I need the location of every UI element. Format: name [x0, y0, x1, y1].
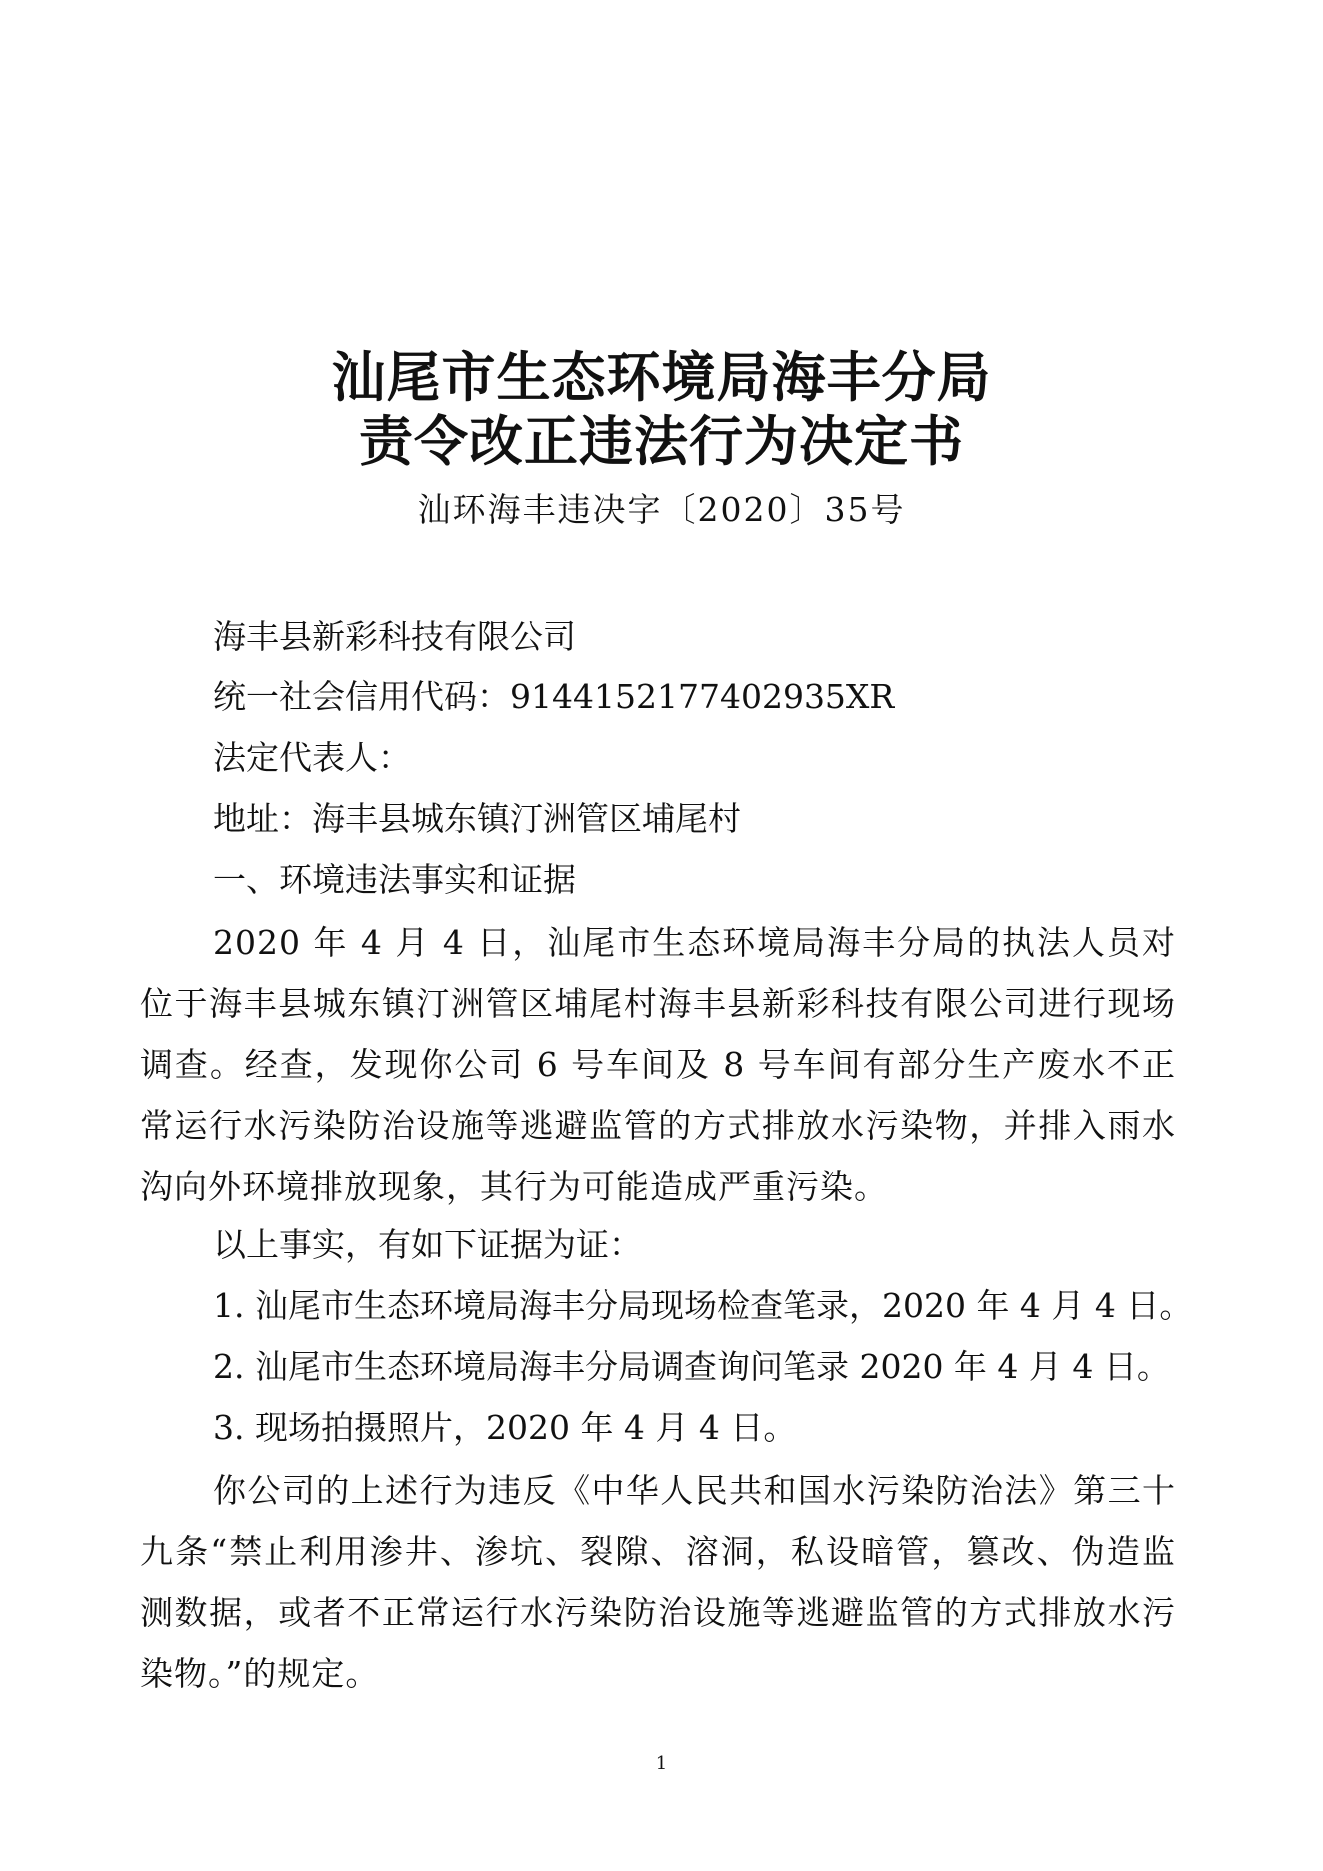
- document-number: 汕环海丰违决字〔2020〕35号: [417, 490, 906, 529]
- credit-code: 统一社会信用代码：9144152177402935XR: [213, 677, 895, 716]
- evidence-item: 1. 汕尾市生态环境局海丰分局现场检查笔录，2020 年 4 月 4 日。: [213, 1286, 1193, 1325]
- evidence-item: 3. 现场拍摄照片，2020 年 4 月 4 日。: [213, 1408, 797, 1447]
- company-address: 地址：海丰县城东镇汀洲管区埔尾村: [213, 799, 741, 838]
- page-number: 1: [655, 1753, 668, 1774]
- evidence-intro: 以上事实，有如下证据为证：: [213, 1225, 642, 1264]
- section-heading: 一、环境违法事实和证据: [213, 860, 576, 899]
- violation-paragraph: 你公司的上述行为违反《中华人民共和国水污染防治法》第三十九条“禁止利用渗井、渗坑、裂隙、溶洞，私设暗管，篡改、伪造监测数据，或者不正常运行水污染防治设施等逃避监管的方式排放水污染物。”的规定。: [140, 1471, 1176, 1693]
- evidence-item: 2. 汕尾市生态环境局海丰分局调查询问笔录 2020 年 4 月 4 日。: [213, 1347, 1170, 1386]
- document-title-line1: 汕尾市生态环境局海丰分局: [331, 346, 992, 409]
- document-title-line2: 责令改正违法行为决定书: [359, 410, 964, 473]
- legal-representative: 法定代表人：: [213, 738, 411, 777]
- facts-paragraph: 2020 年 4 月 4 日，汕尾市生态环境局海丰分局的执法人员对位于海丰县城东镇汀洲管区埔尾村海丰县新彩科技有限公司进行现场调查。经查，发现你公司 6 号车间及 8 号车间有部分生产废水不正常运行水污染防治设施等逃避监管的方式排放水污染物，并排入雨水沟向外环境排放现象，其行为可能造成严重污染。: [140, 923, 1176, 1206]
- company-name: 海丰县新彩科技有限公司: [213, 617, 576, 656]
